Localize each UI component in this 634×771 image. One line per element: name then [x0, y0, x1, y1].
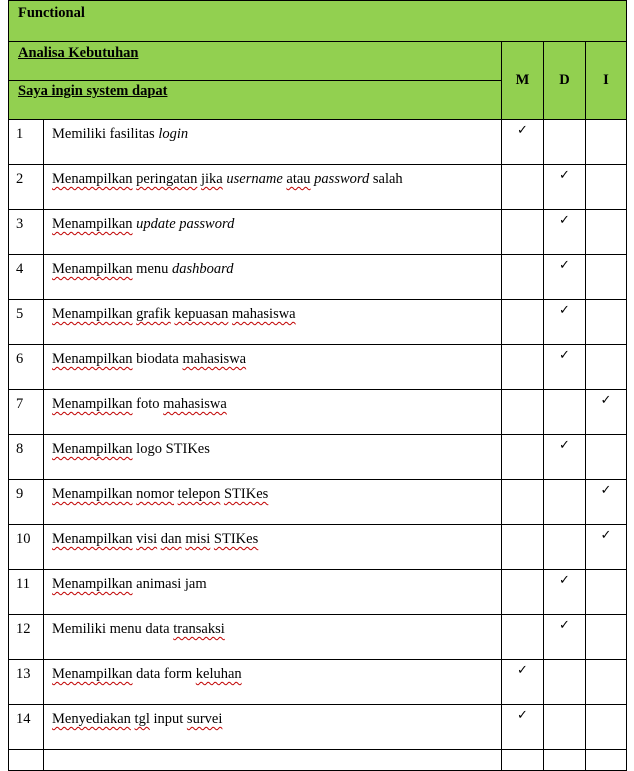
priority-cell-d: [544, 300, 586, 345]
text-segment: logo STIKes: [132, 441, 210, 457]
row-number: 14: [9, 705, 44, 750]
priority-cell-i: [586, 120, 627, 165]
checkmark-icon: ✓: [517, 663, 528, 678]
spellcheck-word: telepon: [177, 486, 221, 502]
spellcheck-word: mahasiswa: [232, 306, 296, 322]
spellcheck-word: Menampilkan: [52, 441, 133, 457]
priority-cell-d: [544, 525, 586, 570]
row-number: 7: [9, 390, 44, 435]
spellcheck-word: tgl: [134, 711, 150, 727]
priority-cell-i: [586, 570, 627, 615]
priority-cell-m: [502, 210, 544, 255]
row-number: 9: [9, 480, 44, 525]
checkmark-icon: ✓: [559, 213, 570, 228]
requirement-text: [44, 615, 502, 660]
spellcheck-word: Menampilkan: [52, 351, 133, 367]
spellcheck-word: Menyediakan: [52, 711, 131, 727]
priority-cell-m: [502, 120, 544, 165]
text-segment: Memiliki fasilitas: [52, 126, 159, 142]
requirements-table: [8, 0, 627, 771]
priority-cell-m: [502, 165, 544, 210]
checkmark-icon: ✓: [559, 303, 570, 318]
requirement-text: [44, 480, 502, 525]
checkmark-icon: ✓: [517, 708, 528, 723]
priority-cell-d: [544, 210, 586, 255]
spellcheck-word: STIKes: [223, 486, 269, 502]
spellcheck-word: misi: [185, 531, 211, 547]
table-title: Functional: [18, 5, 85, 21]
requirement-text: [44, 435, 502, 480]
priority-cell-i: [586, 615, 627, 660]
table-row: [9, 120, 627, 165]
italic-term: update password: [136, 216, 235, 232]
row-number: 6: [9, 345, 44, 390]
spellcheck-word: Menampilkan: [52, 171, 133, 187]
checkmark-icon: ✓: [559, 438, 570, 453]
row-number: 13: [9, 660, 44, 705]
row-number: 12: [9, 615, 44, 660]
requirement-text: [44, 660, 502, 705]
spellcheck-word: atau: [286, 171, 311, 187]
table-subtitle: Analisa Kebutuhan: [18, 45, 139, 61]
subtitle-row: [9, 42, 627, 81]
priority-cell-i: [586, 390, 627, 435]
table-row: [9, 165, 627, 210]
spellcheck-word: peringatan: [136, 171, 198, 187]
checkmark-icon: ✓: [559, 258, 570, 273]
table-prompt: Saya ingin system dapat: [18, 83, 168, 99]
table-row: [9, 570, 627, 615]
empty-cell: [44, 750, 502, 771]
checkmark-icon: ✓: [559, 168, 570, 183]
row-number: 4: [9, 255, 44, 300]
checkmark-icon: ✓: [559, 348, 570, 363]
text-segment: menu: [132, 261, 173, 277]
text-segment: input: [149, 711, 187, 727]
priority-cell-m: [502, 255, 544, 300]
table-row: [9, 390, 627, 435]
table-row: [9, 210, 627, 255]
italic-term: username: [226, 171, 283, 187]
checkmark-icon: ✓: [517, 123, 528, 138]
spellcheck-word: dan: [160, 531, 182, 547]
text-segment: Memiliki menu data: [52, 621, 174, 637]
row-number: 3: [9, 210, 44, 255]
table-row: [9, 480, 627, 525]
priority-cell-d: [544, 120, 586, 165]
priority-cell-m: [502, 435, 544, 480]
priority-cell-m: [502, 345, 544, 390]
priority-cell-m: [502, 705, 544, 750]
title-row: [9, 1, 627, 42]
requirement-text: [44, 525, 502, 570]
table-row: [9, 435, 627, 480]
empty-cell: [544, 750, 586, 771]
spellcheck-word: visi: [136, 531, 158, 547]
priority-cell-i: [586, 345, 627, 390]
italic-term: dashboard: [172, 261, 234, 277]
table-row: [9, 255, 627, 300]
requirement-text: [44, 165, 502, 210]
priority-cell-i: [586, 300, 627, 345]
requirement-text: [44, 255, 502, 300]
title-cell: [9, 1, 627, 42]
spellcheck-word: Menampilkan: [52, 666, 133, 682]
row-number: 10: [9, 525, 44, 570]
spellcheck-word: STIKes: [213, 531, 259, 547]
table-row: [9, 525, 627, 570]
spellcheck-word: mahasiswa: [182, 351, 247, 367]
spellcheck-word: grafik: [136, 306, 171, 322]
prompt-cell: [9, 81, 502, 120]
table-row: [9, 345, 627, 390]
requirement-text: [44, 300, 502, 345]
priority-cell-i: [586, 435, 627, 480]
priority-cell-m: [502, 525, 544, 570]
priority-cell-d: [544, 390, 586, 435]
priority-cell-d: [544, 660, 586, 705]
priority-cell-d: [544, 615, 586, 660]
empty-cell: [586, 750, 627, 771]
priority-cell-i: [586, 210, 627, 255]
priority-cell-m: [502, 390, 544, 435]
priority-cell-m: [502, 300, 544, 345]
text-segment: biodata: [132, 351, 183, 367]
requirement-text: [44, 390, 502, 435]
requirement-text: [44, 705, 502, 750]
text-segment: salah: [369, 171, 403, 187]
requirement-text: [44, 570, 502, 615]
italic-term: password: [314, 171, 370, 187]
row-number: 5: [9, 300, 44, 345]
row-number: 1: [9, 120, 44, 165]
requirement-text: [44, 120, 502, 165]
checkmark-icon: ✓: [559, 618, 570, 633]
priority-cell-d: [544, 480, 586, 525]
text-segment: animasi jam: [132, 576, 207, 592]
subtitle-cell: [9, 42, 502, 81]
priority-cell-d: [544, 435, 586, 480]
priority-cell-i: [586, 255, 627, 300]
spellcheck-word: Menampilkan: [52, 486, 133, 502]
checkmark-icon: ✓: [559, 573, 570, 588]
text-segment: foto: [132, 396, 164, 412]
requirement-text: [44, 210, 502, 255]
text-segment: data form: [132, 666, 196, 682]
spellcheck-word: jika: [201, 171, 223, 187]
requirement-text: [44, 345, 502, 390]
priority-cell-d: [544, 255, 586, 300]
priority-cell-i: [586, 525, 627, 570]
table-row-partial: [9, 750, 627, 771]
priority-cell-i: [586, 660, 627, 705]
row-number: 2: [9, 165, 44, 210]
document-page: [8, 0, 627, 771]
spellcheck-word: mahasiswa: [163, 396, 227, 412]
spellcheck-word: Menampilkan: [52, 576, 133, 592]
priority-cell-i: [586, 480, 627, 525]
table-row: [9, 300, 627, 345]
spellcheck-word: Menampilkan: [52, 396, 133, 412]
priority-cell-m: [502, 480, 544, 525]
spellcheck-word: survei: [186, 711, 223, 727]
checkmark-icon: ✓: [600, 483, 612, 498]
priority-cell-i: [586, 705, 627, 750]
spellcheck-word: transaksi: [173, 621, 225, 637]
empty-cell: [502, 750, 544, 771]
priority-cell-m: [502, 660, 544, 705]
column-header-i: I: [586, 42, 627, 120]
priority-cell-d: [544, 570, 586, 615]
checkmark-icon: ✓: [600, 528, 612, 543]
table-row: [9, 615, 627, 660]
spellcheck-word: keluhan: [195, 666, 242, 682]
priority-cell-m: [502, 570, 544, 615]
table-row: [9, 705, 627, 750]
spellcheck-word: Menampilkan: [52, 306, 133, 322]
empty-cell: [9, 750, 44, 771]
column-header-m: M: [502, 42, 544, 120]
row-number: 11: [9, 570, 44, 615]
priority-cell-d: [544, 345, 586, 390]
italic-term: login: [158, 126, 189, 142]
priority-cell-i: [586, 165, 627, 210]
table-row: [9, 660, 627, 705]
checkmark-icon: ✓: [600, 393, 612, 408]
priority-cell-d: [544, 705, 586, 750]
column-header-d: D: [544, 42, 586, 120]
priority-cell-d: [544, 165, 586, 210]
row-number: 8: [9, 435, 44, 480]
spellcheck-word: kepuasan: [174, 306, 229, 322]
spellcheck-word: nomor: [136, 486, 175, 502]
spellcheck-word: Menampilkan: [52, 531, 133, 547]
spellcheck-word: Menampilkan: [52, 261, 133, 277]
spellcheck-word: Menampilkan: [52, 216, 133, 232]
priority-cell-m: [502, 615, 544, 660]
